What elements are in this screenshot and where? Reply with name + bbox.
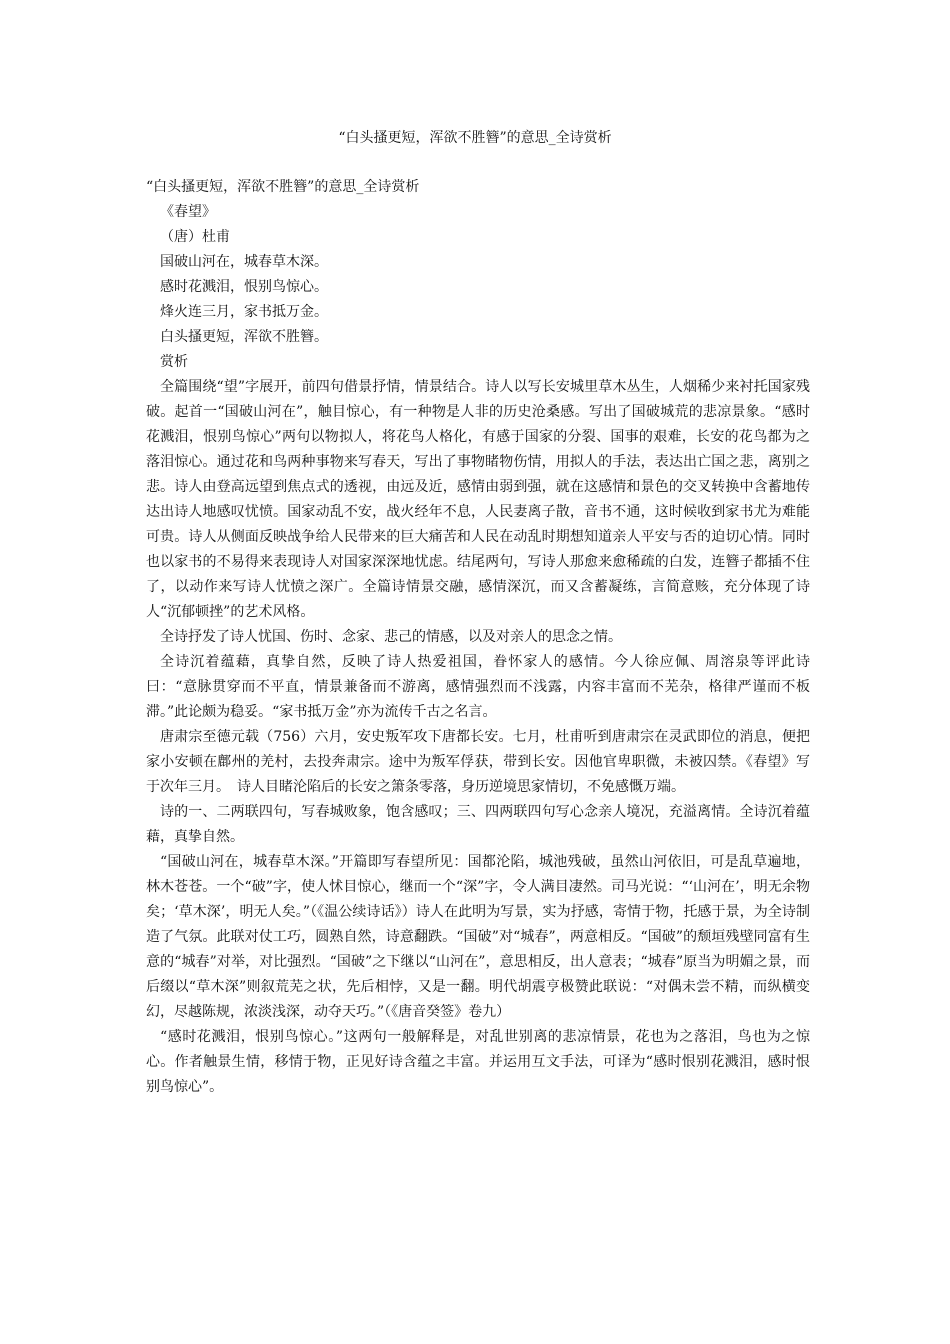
document-title: “白头搔更短，浑欲不胜簪”的意思_全诗赏析 xyxy=(338,130,612,146)
poem-name: 《春望》 xyxy=(160,204,216,220)
poem-line: 感时花溅泪，恨别鸟惊心。 xyxy=(160,279,328,295)
analysis-paragraph: “国破山河在，城春草木深。”开篇即写春望所见：国都沦陷，城池残破，虽然山河依旧，可是乱草遍地，林木苍苍。一个“破”字，使人怵目惊心，继而一个“深”字，令人满目凄然。司马光说：“‘山河在’，明无余物矣；‘草木深’，明无人矣。”（《温公续诗话》）诗人在此明为写景，实为抒感，寄情于物，托感于景，为全诗制造了气氛。此联对仗工巧，圆熟自然，诗意翻跌。“国破”对“城春”，两意相反。“国破”的颓垣残壁同富有生意的“城春”对举，对比强烈。“国破”之下继以“山河在”，意思相反，出人意表；“城春”原当为明媚之景，而后缀以“草木深”则叙荒芜之状，先后相悖，又是一翻。明代胡震亨极赞此联说：“对偶未尝不精，而纵横变幻，尽越陈规，浓淡浅深，动夺天巧。”（《唐音癸签》卷九） xyxy=(146,854,810,1020)
poem-line: 国破山河在，城春草木深。 xyxy=(160,254,328,270)
analysis-paragraph: “感时花溅泪，恨别鸟惊心。”这两句一般解释是，对乱世别离的悲凉情景，花也为之落泪，鸟也为之惊心。作者触景生情，移情于物，正见好诗含蕴之丰富。并运用互文手法，可译为“感时恨别花溅泪，感时恨别鸟惊心”。 xyxy=(146,1029,810,1095)
analysis-label: 赏析 xyxy=(160,354,188,370)
analysis-paragraph: 全诗沉着蕴藉，真挚自然，反映了诗人热爱祖国，眷怀家人的感情。今人徐应佩、周溶泉等评此诗曰：“意脉贯穿而不平直，情景兼备而不游离，感情强烈而不浅露，内容丰富而不芜杂，格律严谨而不板滞。”此论颇为稳妥。“家书抵万金”亦为流传千古之名言。 xyxy=(146,654,810,720)
poem-line: 烽火连三月，家书抵万金。 xyxy=(160,304,328,320)
article-heading: “白头搔更短，浑欲不胜簪”的意思_全诗赏析 xyxy=(146,179,420,195)
document-body xyxy=(146,175,810,1100)
analysis-paragraph: 全篇围绕“望”字展开，前四句借景抒情，情景结合。诗人以写长安城里草木丛生，人烟稀少来衬托国家残破。起首一“国破山河在”，触目惊心，有一种物是人非的历史沧桑感。写出了国破城荒的悲凉景象。“感时花溅泪，恨别鸟惊心”两句以物拟人，将花鸟人格化，有感于国家的分裂、国事的艰难，长安的花鸟都为之落泪惊心。通过花和鸟两种事物来写春天，写出了事物睹物伤情，用拟人的手法，表达出亡国之悲，离别之悲。诗人由登高远望到焦点式的透视，由远及近，感情由弱到强，就在这感情和景色的交叉转换中含蓄地传达出诗人地感叹忧愤。国家动乱不安，战火经年不息，人民妻离子散，音书不通，这时候收到家书尤为难能可贵。诗人从侧面反映战争给人民带来的巨大痛苦和人民在动乱时期想知道亲人平安与否的迫切心情。同时也以家书的不易得来表现诗人对国家深深地忧虑。结尾两句，写诗人那愈来愈稀疏的白发，连簪子都插不住了，以动作来写诗人忧愤之深广。全篇诗情景交融，感情深沉，而又含蓄凝练，言简意赅，充分体现了诗人“沉郁顿挫”的艺术风格。 xyxy=(146,379,810,620)
poem-author: （唐）杜甫 xyxy=(160,229,230,245)
analysis-paragraph: 全诗抒发了诗人忧国、伤时、念家、悲己的情感，以及对亲人的思念之情。 xyxy=(160,629,622,645)
analysis-paragraph: 诗的一、二两联四句，写春城败象，饱含感叹；三、四两联四句写心念亲人境况，充溢离情。全诗沉着蕴藉，真挚自然。 xyxy=(146,804,810,845)
poem-line: 白头搔更短，浑欲不胜簪。 xyxy=(160,329,328,345)
analysis-paragraph: 唐肃宗至德元载（756）六月，安史叛军攻下唐都长安。七月，杜甫听到唐肃宗在灵武即位的消息，便把家小安顿在鄜州的羌村，去投奔肃宗。途中为叛军俘获，带到长安。因他官卑职微，未被囚禁。《春望》写于次年三月。 诗人目睹沦陷后的长安之箫条零落，身历逆境思家情切，不免感慨万端。 xyxy=(146,729,810,795)
